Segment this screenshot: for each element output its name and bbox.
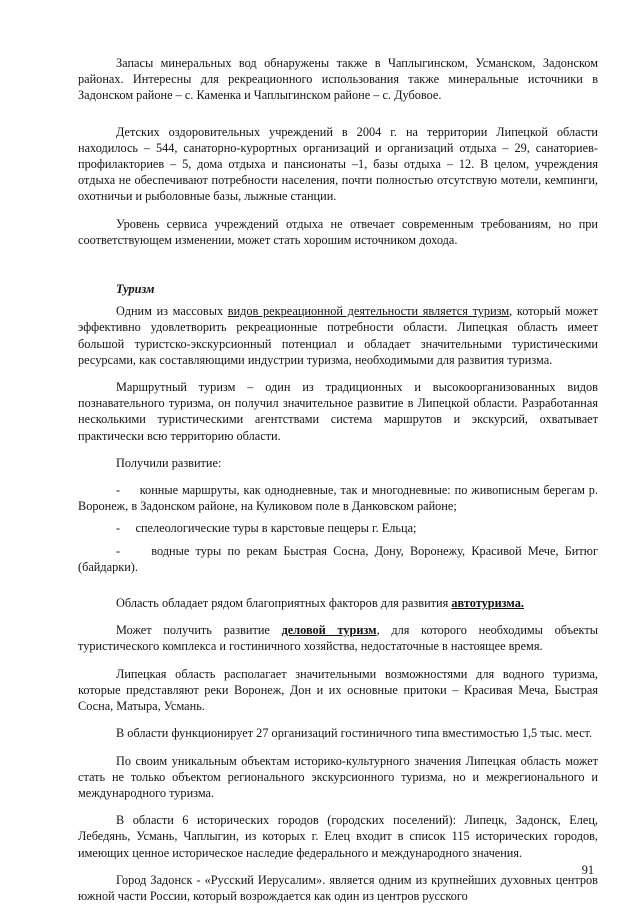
paragraph-water-tourism: Липецкая область располагает значительными возможностями для водного туризма, которые представляют реки Воронеж, Дон и их основные притоки – Красивая Меча, Быстрая Сосна, Матыра, Усмань. xyxy=(78,666,598,714)
underlined-phrase: видов рекреационной деятельности является туризм xyxy=(227,304,510,319)
paragraph-historic-cities: В области 6 исторических городов (городских поселений): Липецк, Задонск, Елец, Лебедянь, Усмань, Чаплыгин, из которых г. Елец входит в список 115 исторических городов, имеющих ценное историческое наследие федерального и международного значения. xyxy=(78,813,598,860)
paragraph-tourism-intro xyxy=(78,303,598,368)
bold-underlined-term: деловой туризм xyxy=(281,623,377,638)
page-number: 91 xyxy=(581,862,594,877)
paragraph-service-level: Уровень сервиса учреждений отдыха не отвечает современным требованиям, но при соответствующем изменении, может стать хорошим источником дохода. xyxy=(78,216,598,247)
paragraph-cultural-objects: По своим уникальным объектам историко-культурного значения Липецкая область может стать не только объектом регионального экскурсионного туризма, но и межрегионального и международного туризма. xyxy=(78,753,598,800)
list-dash: - xyxy=(116,543,121,558)
paragraph-developed: Получили развитие: xyxy=(116,455,222,470)
page-content xyxy=(78,55,598,904)
paragraph-mineral-waters: Запасы минеральных вод обнаружены также в Чаплыгинском, Усманском, Задонском районах. Интересны для рекреационного использования также минеральные источники в Задонском районе – с. Каменка и Чаплыгинском районе – с. Дубовое. xyxy=(78,56,598,103)
paragraph-recreation-facilities: Детских оздоровительных учреждений в 2004 г. на территории Липецкой области находилось – 544, санаторно-курортных организаций и организаций отдыха – 29, санаториев-профилакториев – 5, дома отдыха и пансионаты –1, базы отдыха – 12. В целом, учреждения отдыха не обеспечивают потребности населения, почти полностью отсутствую мотели, кемпинги, охотничьи и рыболовные базы, лыжные станции. xyxy=(78,124,598,204)
paragraph-business-tourism xyxy=(78,622,598,654)
list-item xyxy=(78,520,598,536)
text-segment: Может получить развитие xyxy=(116,623,282,638)
paragraph-route-tourism: Маршрутный туризм – один из традиционных и высокоорганизованных видов познавательного туризма, он получил значительное развитие в Липецкой области. Разработанная несколькими туристическими агентствами система маршрутов и экскурсий, охватывает практически всю территорию области. xyxy=(78,380,598,443)
list-item-text: спелеологические туры в карстовые пещеры г. Ельца; xyxy=(135,521,417,536)
list-dash: - xyxy=(116,483,121,498)
text-segment: Одним из массовых xyxy=(116,304,228,319)
text-segment: Область обладает рядом благоприятных факторов для развития xyxy=(116,596,452,611)
list-item-text: конные маршруты, как однодневные, так и многодневные: по живописным берегам р. Воронеж, в Задонском районе, на Куликовом поле в Данковском районе; xyxy=(78,483,598,514)
paragraph-hotels: В области функционирует 27 организаций гостиничного типа вместимостью 1,5 тыс. мест. xyxy=(116,726,593,741)
text-segment: , для которого необходимы объекты туристического комплекса и гостиничного хозяйства, недостаточные в настоящее время. xyxy=(78,623,598,654)
paragraph-autotourism xyxy=(78,595,598,611)
list-item xyxy=(78,543,598,575)
list-dash: - xyxy=(116,521,121,536)
list-item xyxy=(78,482,598,514)
bold-underlined-term: автотуризма. xyxy=(451,596,524,611)
list-item-text: водные туры по рекам Быстрая Сосна, Дону, Воронежу, Красивой Мече, Битюг (байдарки). xyxy=(78,543,598,574)
section-heading-tourism: Туризм xyxy=(116,282,155,297)
text-segment: , который может эффективно удовлетворить рекреационные потребности области. Липецкая область имеет большой туристско-экскурсионный потенциал и обладает значительными туристическими ресурсами, как составляющими индустрии туризма, необходимыми для развития туризма. xyxy=(78,304,599,367)
paragraph-zadonsk: Город Задонск - «Русский Иерусалим». является одним из крупнейших духовных центров южной части России, который возрождается как один из центров русского xyxy=(78,872,598,903)
